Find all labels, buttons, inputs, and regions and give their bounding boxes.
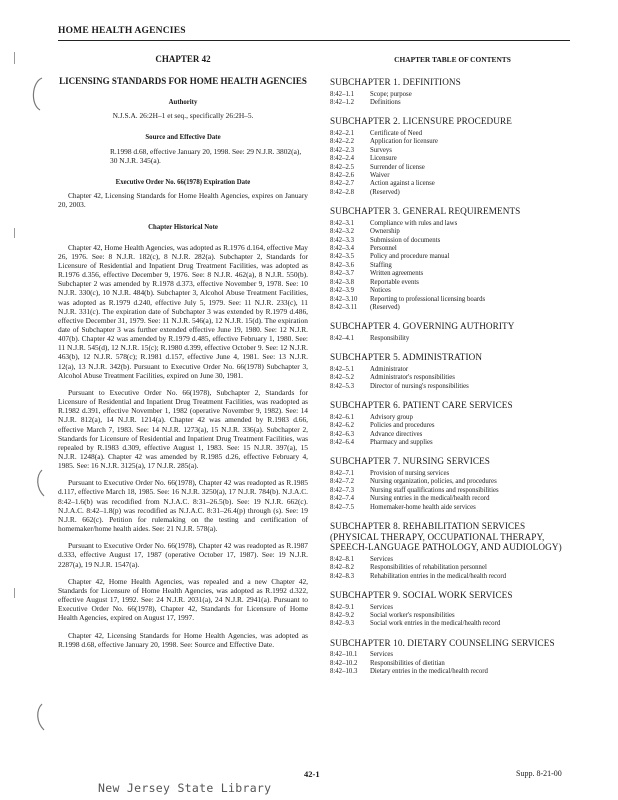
section-number: 8:42–3.5 [330, 253, 354, 261]
section-title: Surveys [370, 146, 392, 154]
section-title: Nursing entries in the medical/health record [370, 495, 490, 503]
section-number: 8:42–7.3 [330, 486, 354, 494]
toc-section-row [330, 651, 575, 659]
toc-section-row [330, 91, 575, 99]
section-number: 8:42–5.3 [330, 382, 354, 390]
toc-section-row [330, 668, 575, 676]
section-number: 8:42–7.4 [330, 495, 354, 503]
binder-hole-mark-bottom [28, 700, 50, 734]
section-number: 8:42–1.1 [330, 90, 354, 98]
binder-hole-mark-top [24, 74, 50, 114]
section-title: Notices [370, 287, 391, 295]
history-paragraph: Pursuant to Executive Order No. 66(1978), Chapter 42 was readopted as R.1985 d.117, effective March 18, 1985. See: 16 N.J.R. 3250(a), 17 N.J.R. 784(b). N.J.A.C. 8:42–1.6(b) was recodified from N.J.A.C. 8:31–26.5(b). See: 19 N.J.R. 662(c). N.J.A.C. 8:42–1.8(p) was recodified as N.J.A.C. 8:31–26.4(p) through (s). See: 19 N.J.R. 662(c). Petition for rulemaking on the testing and certification of homemaker/home health aides. See: 21 N.J.R. 578(a). [58, 478, 308, 534]
executive-order-text: Chapter 42, Licensing Standards for Home Health Agencies, expires on January 20, 2003. [58, 191, 308, 210]
toc-section-row [330, 287, 575, 295]
section-title: Surrender of license [370, 163, 425, 171]
section-number: 8:42–3.8 [330, 278, 354, 286]
section-number: 8:42–6.3 [330, 430, 354, 438]
history-paragraph: Chapter 42, Licensing Standards for Home Health Agencies, was adopted as R.1998 d.68, effective January 20, 1998. See: Source and Effective Date. [58, 630, 308, 649]
section-title: Administrator's responsibilities [370, 374, 455, 382]
toc-section-row [330, 504, 575, 512]
toc-section-row [330, 237, 575, 245]
toc-section-row [330, 620, 575, 628]
toc-section-row [330, 495, 575, 503]
toc-section-row [330, 180, 575, 188]
section-title: Submission of documents [370, 236, 441, 244]
edge-tick [14, 588, 15, 598]
subchapter-title: SUBCHAPTER 9. SOCIAL WORK SERVICES [330, 589, 513, 600]
section-number: 8:42–8.2 [330, 564, 354, 572]
section-number: 8:42–3.1 [330, 219, 354, 227]
section-number: 8:42–3.2 [330, 228, 354, 236]
section-title: Pharmacy and supplies [370, 438, 433, 446]
toc-subchapter [330, 521, 575, 581]
toc-subchapter [330, 321, 575, 343]
section-number: 8:42–8.1 [330, 555, 354, 563]
section-title: Responsibilities of dietitian [370, 659, 445, 667]
edge-tick [14, 228, 15, 238]
section-title: Staffing [370, 261, 392, 269]
toc-section-row [330, 470, 575, 478]
section-title: Homemaker-home health aide services [370, 503, 476, 511]
supplement-date: Supp. 8-21-00 [516, 769, 562, 778]
subchapter-title: SUBCHAPTER 2. LICENSURE PROCEDURE [330, 116, 512, 127]
section-title: Social worker's responsibilities [370, 611, 455, 619]
section-title: Definitions [370, 99, 401, 106]
section-title: Certificate of Need [370, 130, 423, 137]
toc-subchapter [330, 456, 575, 512]
chapter-intro-column [58, 55, 308, 657]
toc-heading: CHAPTER TABLE OF CONTENTS [394, 55, 511, 64]
toc-section-row [330, 366, 575, 374]
toc-subchapter [330, 590, 575, 629]
toc-section-row [330, 431, 575, 439]
section-title: Social work entries in the medical/health record [370, 620, 501, 628]
section-number: 8:42–10.1 [330, 651, 358, 659]
section-number: 8:42–2.1 [330, 130, 354, 137]
section-number: 8:42–8.3 [330, 572, 354, 580]
toc-subchapter [330, 352, 575, 391]
toc-section-row [330, 304, 575, 312]
section-number: 8:42–7.1 [330, 469, 354, 477]
section-number: 8:42–3.6 [330, 261, 354, 269]
section-number: 8:42–9.1 [330, 603, 354, 611]
section-title: Services [370, 651, 394, 659]
toc-section-row [330, 604, 575, 612]
section-number: 8:42–6.2 [330, 422, 354, 430]
section-number: 8:42–3.11 [330, 303, 358, 311]
subchapter-title: SUBCHAPTER 10. DIETARY COUNSELING SERVICES [330, 637, 555, 648]
toc-subchapter [330, 116, 575, 197]
section-number: 8:42–5.1 [330, 365, 354, 373]
section-title: Dietary entries in the medical/health record [370, 668, 488, 676]
section-number: 8:42–10.3 [330, 668, 358, 676]
section-title: Services [370, 555, 394, 563]
section-title: Responsibilities of rehabilitation personnel [370, 564, 487, 572]
section-number: 8:42–3.9 [330, 287, 354, 295]
toc-subchapter [330, 77, 575, 107]
history-paragraph: Chapter 42, Home Health Agencies, was repealed and a new Chapter 42, Standards for Licensure of Home Health Agencies, was adopted as R.1992 d.322, effective August 17, 1992. See: 24 N.J.R. 2031(a), 24 N.J.R. 2941(a). Pursuant to Executive Order No. 66(1978), Chapter 42, Standards for Licensure of Home Health Agencies, expired on August 17, 1997. [58, 576, 308, 623]
section-title: (Reserved) [370, 303, 400, 311]
toc-subchapter [330, 206, 575, 312]
section-title: Nursing organization, policies, and procedures [370, 478, 497, 486]
section-number: 8:42–6.1 [330, 413, 354, 421]
section-number: 8:42–2.6 [330, 172, 354, 180]
section-number: 8:42–3.4 [330, 245, 354, 253]
toc-section-row [330, 130, 575, 138]
library-stamp: New Jersey State Library [98, 781, 272, 795]
section-number: 8:42–3.7 [330, 270, 354, 278]
running-title: HOME HEALTH AGENCIES [58, 26, 186, 36]
toc-section-row [330, 262, 575, 270]
section-number: 8:42–5.2 [330, 374, 354, 382]
toc-section-row [330, 228, 575, 236]
section-title: Action against a license [370, 180, 435, 188]
section-title: Provision of nursing services [370, 469, 450, 477]
toc-section-row [330, 439, 575, 447]
toc-section-row [330, 612, 575, 620]
history-heading: Chapter Historical Note [148, 224, 218, 232]
toc-section-row [330, 279, 575, 287]
section-number: 8:42–4.1 [330, 334, 354, 342]
authority-heading: Authority [168, 99, 198, 107]
chapter-number: CHAPTER 42 [155, 54, 211, 64]
toc-section-row [330, 189, 575, 197]
section-title: (Reserved) [370, 188, 400, 196]
chapter-title: LICENSING STANDARDS FOR HOME HEALTH AGENCIES [59, 76, 307, 87]
section-number: 8:42–2.2 [330, 138, 354, 146]
section-number: 8:42–2.7 [330, 180, 354, 188]
section-title: Scope; purpose [370, 90, 412, 98]
section-number: 8:42–2.3 [330, 146, 354, 154]
section-number: 8:42–1.2 [330, 99, 354, 106]
section-number: 8:42–3.10 [330, 295, 358, 303]
toc-section-row [330, 147, 575, 155]
toc-section-row [330, 478, 575, 486]
section-title: Licensure [370, 155, 397, 163]
section-title: Written agreements [370, 270, 424, 278]
source-text: R.1998 d.68, effective January 20, 1998. See: 29 N.J.R. 3802(a), 30 N.J.R. 345(a). [110, 146, 302, 165]
source-heading: Source and Effective Date [145, 134, 221, 142]
toc-section-row [330, 172, 575, 180]
section-title: Reporting to professional licensing boards [370, 295, 486, 303]
toc-subchapter [330, 400, 575, 447]
authority-text: N.J.S.A. 26:2H–1 et seq., specifically 26:2H–5. [112, 111, 254, 121]
section-title: Compliance with rules and laws [370, 219, 458, 227]
section-number: 8:42–2.5 [330, 163, 354, 171]
section-number: 8:42–9.2 [330, 611, 354, 619]
subchapter-title: SUBCHAPTER 1. DEFINITIONS [330, 77, 461, 87]
toc-section-row [330, 564, 575, 572]
section-title: Director of nursing's responsibilities [370, 382, 469, 390]
section-number: 8:42–10.2 [330, 659, 358, 667]
section-title: Advance directives [370, 430, 423, 438]
table-of-contents [330, 55, 575, 686]
section-title: Reportable events [370, 278, 419, 286]
subchapter-title: SUBCHAPTER 3. GENERAL REQUIREMENTS [330, 206, 521, 217]
toc-section-row [330, 660, 575, 668]
section-number: 8:42–6.4 [330, 438, 354, 446]
subchapter-title: SUBCHAPTER 7. NURSING SERVICES [330, 456, 491, 467]
toc-subchapter-list [330, 77, 575, 677]
history-paragraph: Chapter 42, Home Health Agencies, was adopted as R.1976 d.164, effective May 26, 1976. See: 8 N.J.R. 182(c), 8 N.J.R. 282(a). Subchapter 2, Standards for Licensure of Residential and Inpatient Drug Treatment Facilities, was adopted as R.1976 d.356, effective December 9, 1976. See: 8 N.J.R. 462(a), 8 N.J.R. 550(b). Subchapter 2 was amended by R.1978 d.373, effective November 9, 1978. See: 10 N.J.R. 330(c), 10 N.J.R. 484(b). Subchapter 3, Alcohol Abuse Treatment Facilities, was adopted as R.1979 d.240, effective July 5, 1979. See: 11 N.J.R. 233(c), 11 N.J.R. 331(c). The expiration date of Subchapter 3 was extended by R.1979 d.486, effective December 31, 1979. See: 11 N.J.R. 546(a), 12 N.J.R. 15(d). The expiration date of Subchapter 3 was further extended effective June 19, 1980. See: 12 N.J.R. 407(b). Chapter 42 was amended by R.1979 d.485, effective February 1, 1980. See: 11 N.J.R. 545(d), 12 N.J.R. 15(c); R.1980 d.399, effective October 9. See: 12 N.J.R. 463(b), 12 N.J.R. 578(c); R.1981 d.157, effective June 4, 1981. See: 13 N.J.R. 12(a), 13 N.J.R. 342(b). Pursuant to Executive Order No. 66(1978) Subchapter 3, Alcohol Abuse Treatment Facilities, expired on June 30, 1981. [58, 242, 308, 380]
section-title: Advisory group [370, 413, 413, 421]
section-title: Application for licensure [370, 138, 438, 146]
toc-section-row [330, 296, 575, 304]
subchapter-title: SUBCHAPTER 5. ADMINISTRATION [330, 352, 483, 363]
toc-section-row [330, 138, 575, 146]
section-title: Policies and procedures [370, 422, 435, 430]
toc-section-row [330, 414, 575, 422]
section-number: 8:42–2.4 [330, 155, 354, 163]
subchapter-title: SUBCHAPTER 8. REHABILITATION SERVICES (PHYSICAL THERAPY, OCCUPATIONAL THERAPY, SPEECH-LANGUAGE PATHOLOGY, AND AUDIOLOGY) [330, 520, 562, 553]
toc-section-row [330, 270, 575, 278]
binder-hole-mark-middle [28, 466, 50, 500]
toc-section-row [330, 487, 575, 495]
running-header [58, 26, 570, 41]
toc-section-row [330, 383, 575, 391]
section-title: Nursing staff qualifications and responsibilities [370, 486, 499, 494]
toc-section-row [330, 556, 575, 564]
section-number: 8:42–9.3 [330, 620, 354, 628]
section-title: Responsibility [370, 334, 410, 342]
section-number: 8:42–2.8 [330, 188, 354, 196]
page-number: 42-1 [304, 769, 320, 779]
section-title: Personnel [370, 245, 397, 253]
section-title: Policy and procedure manual [370, 253, 450, 261]
section-title: Ownership [370, 228, 400, 236]
toc-section-row [330, 220, 575, 228]
toc-section-row [330, 164, 575, 172]
toc-subchapter [330, 638, 575, 677]
toc-section-row [330, 422, 575, 430]
section-title: Administrator [370, 365, 409, 373]
section-title: Waiver [370, 172, 390, 180]
toc-section-row [330, 335, 575, 343]
subchapter-title: SUBCHAPTER 6. PATIENT CARE SERVICES [330, 400, 513, 411]
subchapter-title: SUBCHAPTER 4. GOVERNING AUTHORITY [330, 321, 515, 332]
section-title: Rehabilitation entries in the medical/health record [370, 572, 507, 580]
toc-section-row [330, 245, 575, 253]
toc-section-row [330, 99, 575, 107]
toc-section-row [330, 155, 575, 163]
section-title: Services [370, 603, 394, 611]
section-number: 8:42–7.5 [330, 503, 354, 511]
toc-section-row [330, 253, 575, 261]
toc-section-row [330, 573, 575, 581]
edge-tick [14, 52, 15, 64]
executive-order-heading: Executive Order No. 66(1978) Expiration Date [115, 178, 251, 186]
section-number: 8:42–3.3 [330, 236, 354, 244]
section-number: 8:42–7.2 [330, 478, 354, 486]
history-paragraph: Pursuant to Executive Order No. 66(1978), Subchapter 2, Standards for Licensure of Residential and Inpatient Drug Treatment Facilities, was readopted as R.1982 d.391, effective November 1, 1982 (operative November 9, 1982). See: 14 N.J.R. 812(a), 14 N.J.R. 1214(a). Chapter 42 was amended by R.1983 d.66, effective March 7, 1983. See: 14 N.J.R. 1273(a), 15 N.J.R. 336(a). Subchapter 2, Standards for Licensure of Residential and Inpatient Drug Treatment Facilities, was repealed by R.1983 d.309, effective August 1, 1983. See: 15 N.J.R. 397(a), 15 N.J.R. 1248(a). Chapter 42 was amended by R.1985 d.26, effective February 4, 1985. See: 16 N.J.R. 3125(a), 17 N.J.R. 285(a). [58, 387, 308, 471]
toc-section-row [330, 374, 575, 382]
history-paragraph: Pursuant to Executive Order No. 66(1978), Chapter 42 was readopted as R.1987 d.333, effective August 17, 1987 (operative October 17, 1987). See: 19 N.J.R. 2287(a), 19 N.J.R. 1547(a). [58, 541, 308, 569]
